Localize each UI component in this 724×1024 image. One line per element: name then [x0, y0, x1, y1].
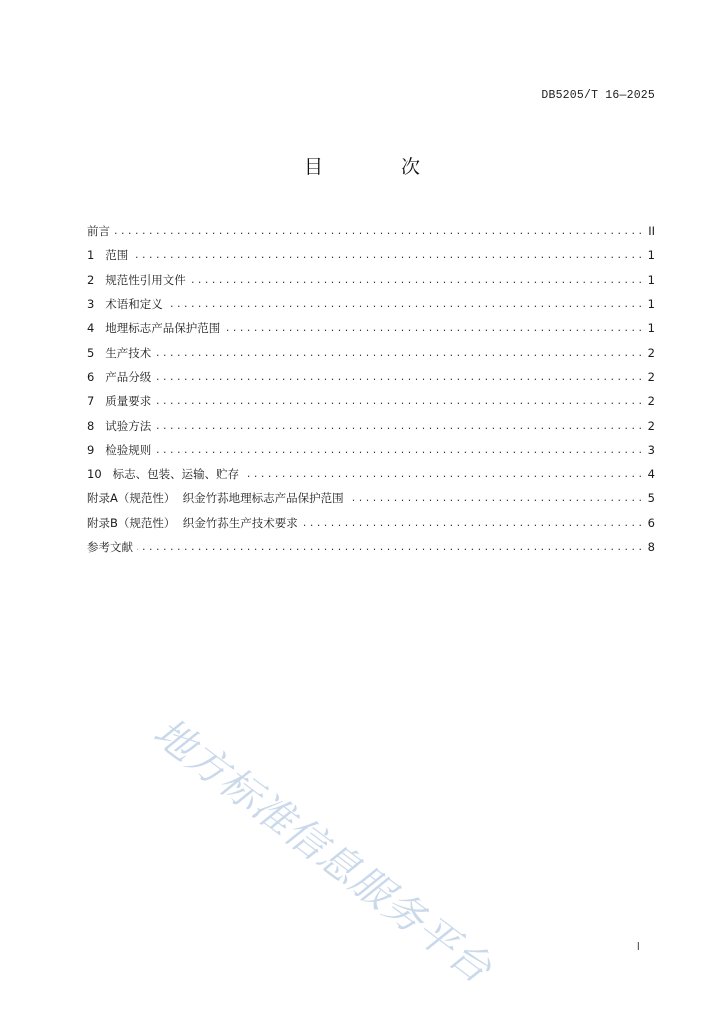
dot-leader	[132, 248, 642, 262]
standard-code: DB5205/T 16—2025	[541, 89, 655, 102]
dot-leader	[155, 346, 642, 360]
toc-entry-page: 2	[647, 369, 655, 384]
page-number: I	[636, 940, 640, 953]
toc-entry-label: 7 质量要求	[87, 394, 152, 409]
dot-leader	[155, 370, 642, 384]
toc-entry-label: 附录A（规范性） 织金竹荪地理标志产品保护范围	[87, 491, 344, 506]
dot-leader	[190, 273, 642, 287]
watermark: 地方标准信息服务平台	[144, 709, 501, 993]
dot-leader	[114, 224, 642, 238]
dot-leader	[167, 297, 642, 311]
toc-entry-page: 1	[647, 248, 655, 263]
toc-entry-page: 2	[647, 345, 655, 360]
toc-entry-page: 6	[647, 515, 655, 530]
toc-entry-marking-packaging[interactable]	[87, 462, 655, 486]
dot-leader	[137, 540, 642, 554]
toc-entry-page: 1	[647, 297, 655, 312]
toc-entry-page: II	[648, 224, 655, 239]
toc-entry-label: 9 检验规则	[87, 442, 152, 457]
table-of-contents	[87, 219, 655, 559]
toc-entry-foreword[interactable]	[87, 219, 655, 243]
toc-entry-scope[interactable]	[87, 243, 655, 267]
toc-entry-appendix-b[interactable]	[87, 511, 655, 535]
dot-leader	[155, 394, 642, 408]
toc-entry-terms-definitions[interactable]	[87, 292, 655, 316]
toc-entry-label: 参考文献	[87, 540, 133, 554]
toc-entry-quality-requirements[interactable]	[87, 389, 655, 413]
toc-entry-page: 2	[647, 394, 655, 409]
toc-entry-protection-scope[interactable]	[87, 316, 655, 340]
toc-entry-grading[interactable]	[87, 365, 655, 389]
toc-entry-label: 5 生产技术	[87, 345, 152, 360]
toc-entry-page: 2	[647, 418, 655, 433]
toc-entry-label: 1 范围	[87, 248, 129, 263]
toc-entry-label: 附录B（规范性） 织金竹荪生产技术要求	[87, 515, 298, 530]
dot-leader	[348, 491, 642, 505]
toc-entry-label: 前言	[87, 224, 110, 239]
toc-entry-page: 1	[647, 272, 655, 287]
toc-entry-page: 1	[647, 321, 655, 336]
toc-entry-label: 10 标志、包装、运输、贮存	[87, 467, 240, 482]
toc-entry-label: 6 产品分级	[87, 369, 152, 384]
toc-entry-normative-references[interactable]	[87, 268, 655, 292]
toc-entry-label: 8 试验方法	[87, 418, 152, 433]
toc-entry-page: 8	[647, 540, 655, 554]
dot-leader	[302, 516, 642, 530]
toc-entry-production-technology[interactable]	[87, 340, 655, 364]
toc-entry-page: 5	[647, 491, 655, 506]
dot-leader	[224, 321, 642, 335]
dot-leader	[155, 419, 642, 433]
toc-entry-page: 3	[647, 442, 655, 457]
toc-entry-label: 2 规范性引用文件	[87, 272, 186, 287]
toc-entry-test-methods[interactable]	[87, 413, 655, 437]
page-title: 目 次	[303, 156, 457, 178]
toc-entry-bibliography[interactable]	[87, 535, 655, 559]
toc-entry-label: 3 术语和定义	[87, 297, 163, 312]
toc-entry-inspection-rules[interactable]	[87, 438, 655, 462]
toc-entry-label: 4 地理标志产品保护范围	[87, 321, 221, 336]
toc-entry-appendix-a[interactable]	[87, 486, 655, 510]
dot-leader	[155, 443, 642, 457]
toc-entry-page: 4	[647, 467, 655, 482]
dot-leader	[243, 467, 642, 481]
